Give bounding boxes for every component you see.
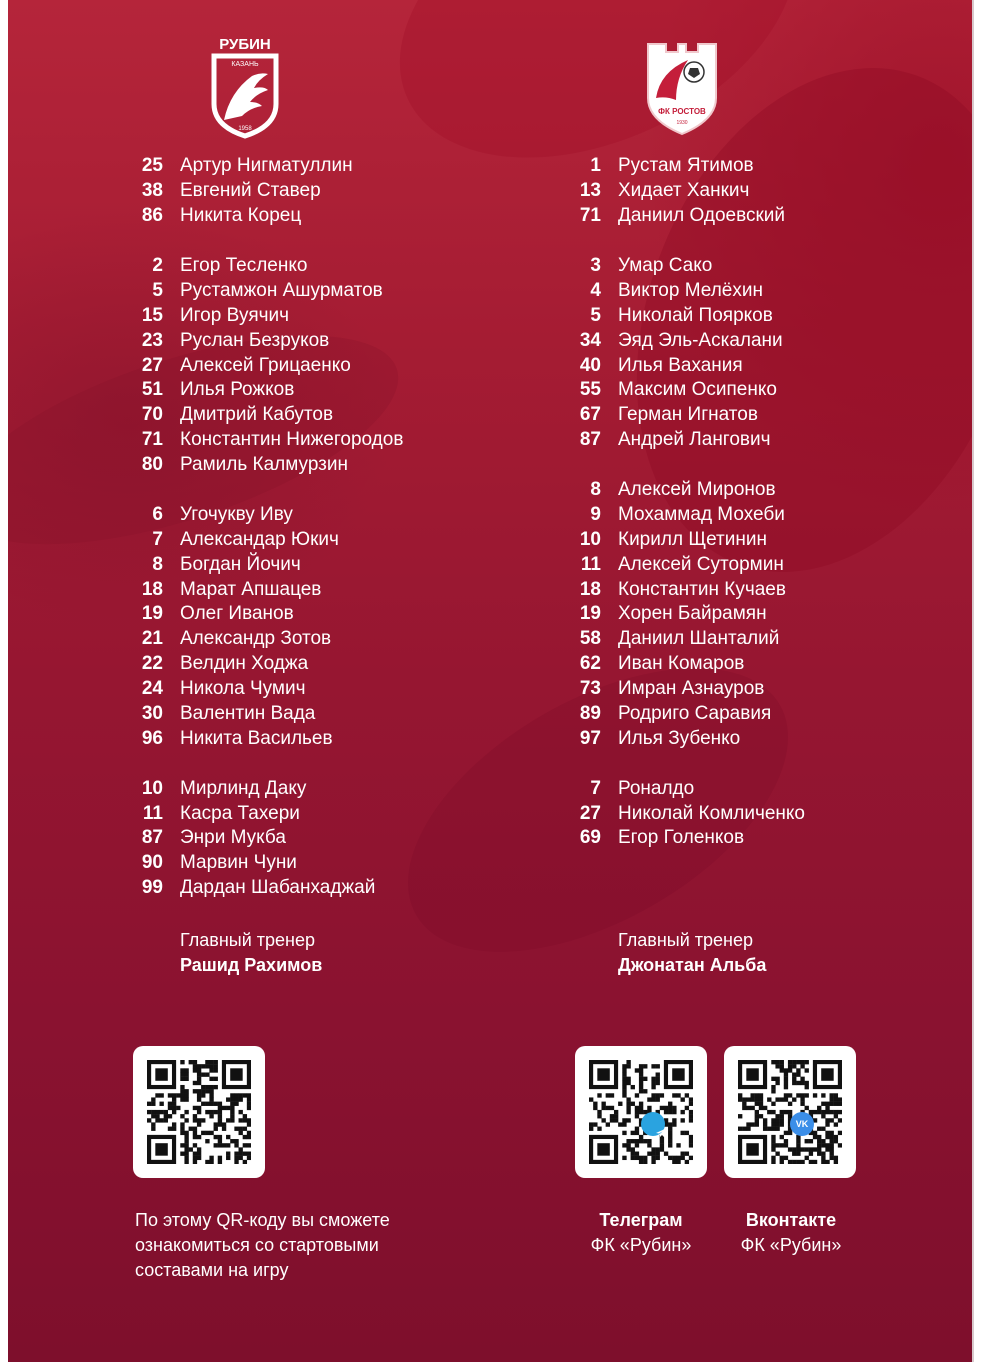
player-number: 7: [152, 528, 163, 550]
player-row: [128, 278, 403, 303]
player-name: Егор Тесленко: [180, 255, 308, 276]
player-row: [128, 204, 403, 229]
player-number: 67: [579, 404, 601, 426]
player-row: [566, 702, 805, 727]
player-number: 27: [579, 802, 601, 824]
lineups-qr-caption: [135, 1208, 390, 1283]
player-name: Никита Васильев: [180, 727, 333, 749]
svg-text:1930: 1930: [676, 120, 688, 126]
player-number: 51: [141, 379, 163, 401]
player-number: 9: [590, 503, 601, 525]
player-row: [128, 702, 403, 727]
player-name: Николай Комличенко: [618, 802, 806, 824]
player-row: [128, 876, 403, 901]
svg-text:РУБИН: РУБИН: [219, 36, 271, 53]
player-name: Александар Юкич: [180, 528, 339, 550]
player-name: Имран Азнауров: [618, 678, 765, 700]
player-row: [566, 801, 805, 826]
player-name: Рустамжон Ашурматов: [180, 279, 383, 301]
player-row: [566, 478, 805, 503]
player-name: Никола Чумич: [180, 678, 306, 700]
player-row: [128, 552, 403, 577]
player-row: [566, 428, 805, 453]
player-number: 87: [141, 827, 163, 849]
player-name: Алексей Сутормин: [618, 553, 784, 575]
player-row: [566, 278, 805, 303]
player-row: [128, 378, 403, 403]
caption-line: ознакомиться со стартовыми: [135, 1235, 379, 1255]
player-number: 6: [152, 503, 163, 525]
player-number: 38: [141, 180, 163, 202]
roster-group: [566, 776, 805, 851]
telegram-icon: [641, 1112, 665, 1136]
player-name: Олег Иванов: [180, 603, 294, 625]
player-number: 86: [141, 205, 163, 227]
player-name: Руслан Безруков: [180, 329, 330, 351]
player-name: Игор Вуячич: [180, 304, 290, 326]
player-name: Константин Кучаев: [618, 578, 786, 600]
player-name: Эяд Эль-Аскалани: [618, 329, 783, 351]
player-row: [566, 677, 805, 702]
player-row: [128, 254, 403, 279]
player-number: 18: [579, 578, 601, 600]
player-number: 13: [579, 180, 601, 202]
player-name: Иван Комаров: [618, 653, 745, 675]
lineup-page: [8, 0, 974, 1362]
player-number: 21: [141, 628, 163, 650]
coach-label: Главный тренер: [180, 930, 315, 950]
player-name: Алексей Миронов: [618, 479, 776, 501]
rubin-coach: [180, 928, 322, 978]
player-number: 1: [590, 155, 601, 177]
caption-line: составами на игру: [135, 1260, 289, 1280]
player-row: [128, 577, 403, 602]
coach-name: Рашид Рахимов: [180, 955, 323, 975]
player-name: Виктор Мелёхин: [618, 279, 763, 301]
player-row: [128, 502, 403, 527]
player-row: [566, 552, 805, 577]
player-row: [128, 801, 403, 826]
player-row: [128, 776, 403, 801]
player-name: Илья Зубенко: [618, 727, 741, 749]
telegram-qr-code[interactable]: [575, 1046, 707, 1178]
player-number: 99: [141, 877, 163, 899]
player-number: 97: [579, 727, 601, 749]
player-row: [128, 527, 403, 552]
player-name: Никита Корец: [180, 205, 302, 227]
player-number: 11: [142, 802, 163, 824]
player-number: 34: [579, 329, 601, 351]
roster-group: [566, 478, 805, 752]
player-number: 8: [152, 553, 163, 575]
player-row: [566, 652, 805, 677]
player-name: Рамиль Калмурзин: [180, 454, 349, 476]
player-number: 87: [579, 429, 601, 451]
player-name: Марвин Чуни: [180, 852, 297, 874]
player-row: [128, 627, 403, 652]
player-name: Роналдо: [618, 777, 695, 799]
player-number: 58: [579, 628, 601, 650]
player-row: [566, 826, 805, 851]
rostov-coach: [618, 928, 766, 978]
rostov-logo: [640, 38, 724, 138]
player-name: Марат Апшацев: [180, 578, 322, 600]
player-name: Николай Поярков: [618, 304, 773, 326]
player-row: [128, 851, 403, 876]
player-number: 5: [590, 304, 601, 326]
player-number: 71: [579, 205, 601, 227]
player-number: 55: [579, 379, 601, 401]
player-row: [128, 403, 403, 428]
caption-line: По этому QR-коду вы сможете: [135, 1210, 390, 1230]
player-name: Максим Осипенко: [618, 379, 777, 401]
player-name: Умар Сако: [618, 255, 713, 276]
player-name: Егор Голенков: [618, 827, 745, 849]
player-name: Богдан Йочич: [180, 553, 301, 575]
player-row: [128, 179, 403, 204]
lineups-qr-code[interactable]: [133, 1046, 265, 1178]
player-name: Евгений Ставер: [180, 180, 321, 202]
player-name: Родриго Саравия: [618, 703, 772, 725]
player-number: 10: [579, 528, 601, 550]
player-row: [128, 428, 403, 453]
player-name: Энри Мукба: [180, 827, 286, 849]
player-row: [128, 328, 403, 353]
player-number: 24: [141, 678, 163, 700]
player-number: 23: [141, 329, 163, 351]
player-row: [566, 204, 805, 229]
player-name: Андрей Лангович: [618, 429, 771, 451]
player-number: 8: [590, 479, 601, 501]
player-number: 27: [141, 354, 163, 376]
player-name: Александр Зотов: [180, 628, 332, 650]
player-row: [128, 677, 403, 702]
player-name: Валентин Вада: [180, 703, 316, 725]
rubin-logo: [200, 34, 290, 144]
player-row: [566, 179, 805, 204]
player-name: Илья Вахания: [618, 354, 743, 376]
player-number: 2: [152, 255, 163, 276]
vk-badge-text: VK: [795, 1119, 809, 1129]
player-row: [566, 154, 805, 179]
player-row: [128, 303, 403, 328]
player-name: Герман Игнатов: [618, 404, 758, 426]
player-number: 10: [141, 777, 163, 799]
player-name: Мирлинд Даку: [180, 777, 307, 799]
player-row: [566, 577, 805, 602]
player-row: [566, 502, 805, 527]
player-row: [566, 303, 805, 328]
player-name: Илья Рожков: [180, 379, 295, 401]
player-name: Угочукву Иву: [180, 503, 293, 525]
player-row: [566, 627, 805, 652]
svg-text:КАЗАНЬ: КАЗАНЬ: [231, 61, 259, 68]
telegram-title: Телеграм: [599, 1210, 683, 1230]
player-name: Рустам Ятимов: [618, 155, 754, 177]
player-number: 15: [141, 304, 163, 326]
player-row: [566, 726, 805, 751]
player-name: Велдин Ходжа: [180, 653, 309, 675]
player-row: [128, 453, 403, 478]
roster-group: [128, 254, 403, 478]
player-number: 89: [579, 703, 601, 725]
vk-qr-code[interactable]: [724, 1046, 856, 1178]
player-number: 96: [141, 727, 163, 749]
player-number: 18: [141, 578, 163, 600]
roster-group: [128, 502, 403, 751]
player-row: [566, 602, 805, 627]
svg-text:1958: 1958: [238, 126, 252, 132]
vk-subtitle: ФК «Рубин»: [740, 1235, 842, 1255]
player-number: 62: [579, 653, 601, 675]
coach-label: Главный тренер: [618, 930, 753, 950]
telegram-caption: [566, 1208, 716, 1258]
player-row: [128, 652, 403, 677]
player-row: [128, 353, 403, 378]
player-number: 70: [141, 404, 163, 426]
player-number: 25: [141, 155, 163, 177]
player-number: 11: [580, 553, 601, 575]
player-number: 19: [579, 603, 601, 625]
player-row: [566, 254, 805, 279]
player-name: Даниил Шанталий: [618, 628, 780, 650]
player-row: [566, 403, 805, 428]
roster-group: [128, 776, 403, 900]
rostov-roster: [566, 154, 805, 876]
player-name: Даниил Одоевский: [618, 205, 786, 227]
player-row: [128, 826, 403, 851]
player-number: 30: [141, 703, 163, 725]
player-name: Артур Нигматуллин: [180, 155, 353, 177]
telegram-subtitle: ФК «Рубин»: [590, 1235, 692, 1255]
player-number: 3: [590, 255, 601, 276]
svg-text:ФК РОСТОВ: ФК РОСТОВ: [658, 107, 706, 116]
player-number: 71: [141, 429, 163, 451]
vk-title: Вконтакте: [745, 1210, 837, 1230]
player-number: 22: [141, 653, 163, 675]
player-number: 5: [152, 279, 163, 301]
roster-group: [566, 154, 805, 229]
roster-group: [566, 254, 805, 453]
player-row: [566, 328, 805, 353]
player-name: Алексей Грицаенко: [180, 354, 351, 376]
vk-icon: [790, 1112, 814, 1136]
player-name: Хидает Ханкич: [618, 180, 750, 202]
player-row: [128, 726, 403, 751]
player-name: Дардан Шабанхаджай: [180, 877, 376, 899]
player-name: Хорен Байрамян: [618, 603, 767, 625]
player-name: Касра Тахери: [180, 802, 300, 824]
roster-group: [128, 154, 403, 229]
rubin-roster: [128, 154, 403, 926]
player-number: 7: [590, 777, 601, 799]
player-name: Константин Нижегородов: [180, 429, 404, 451]
player-row: [566, 378, 805, 403]
player-row: [566, 527, 805, 552]
player-number: 73: [579, 678, 601, 700]
vk-caption: [716, 1208, 866, 1258]
coach-name: Джонатан Альба: [618, 955, 767, 975]
player-row: [566, 776, 805, 801]
player-number: 40: [579, 354, 601, 376]
player-number: 19: [141, 603, 163, 625]
player-name: Кирилл Щетинин: [618, 528, 767, 550]
player-row: [128, 154, 403, 179]
player-row: [128, 602, 403, 627]
player-number: 90: [141, 852, 163, 874]
player-number: 69: [579, 827, 601, 849]
player-number: 80: [141, 454, 163, 476]
player-name: Дмитрий Кабутов: [180, 404, 334, 426]
player-number: 4: [590, 279, 601, 301]
player-name: Мохаммад Мохеби: [618, 503, 785, 525]
player-row: [566, 353, 805, 378]
